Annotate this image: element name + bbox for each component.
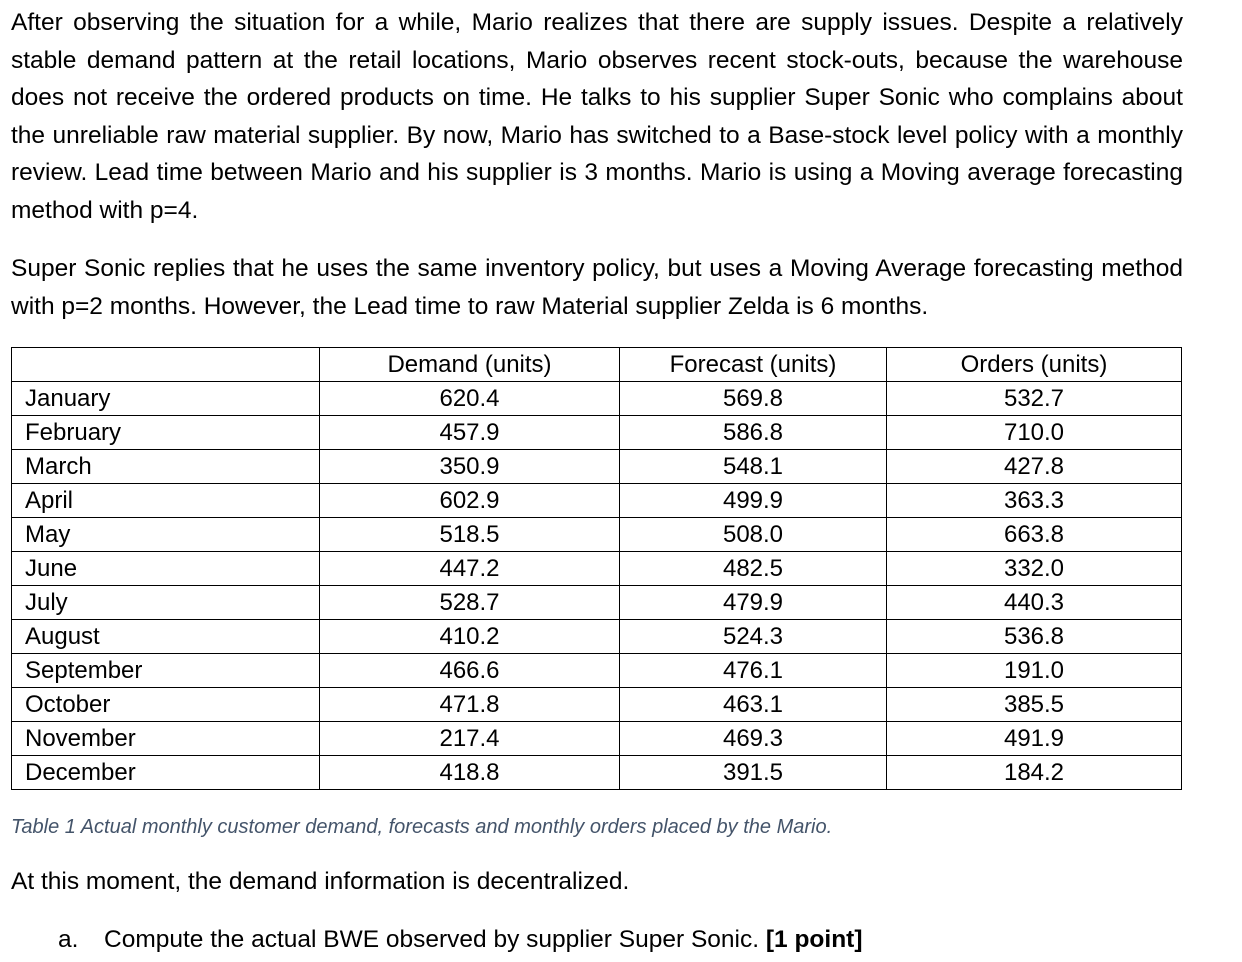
header-month xyxy=(12,348,320,382)
table-row xyxy=(12,756,1182,790)
month-cell: October xyxy=(12,688,320,722)
question-a xyxy=(58,926,862,954)
demand-cell: 620.4 xyxy=(320,382,620,416)
orders-cell: 184.2 xyxy=(887,756,1182,790)
month-cell: May xyxy=(12,518,320,552)
forecast-cell: 524.3 xyxy=(620,620,887,654)
month-cell: February xyxy=(12,416,320,450)
table-row xyxy=(12,688,1182,722)
forecast-cell: 586.8 xyxy=(620,416,887,450)
question-letter: a. xyxy=(58,926,79,953)
table-row xyxy=(12,722,1182,756)
demand-cell: 466.6 xyxy=(320,654,620,688)
table-row xyxy=(12,416,1182,450)
month-cell: January xyxy=(12,382,320,416)
month-cell: June xyxy=(12,552,320,586)
orders-cell: 536.8 xyxy=(887,620,1182,654)
orders-cell: 440.3 xyxy=(887,586,1182,620)
table-row xyxy=(12,654,1182,688)
supplier-paragraph: Super Sonic replies that he uses the same inventory policy, but uses a Moving Average forecasting method with p=2 months. However, the Lead time to raw Material supplier Zelda is 6 months. xyxy=(11,255,1183,320)
month-cell: April xyxy=(12,484,320,518)
demand-cell: 528.7 xyxy=(320,586,620,620)
intro-paragraph: After observing the situation for a while, Mario realizes that there are supply issues. Despite a relatively stable demand pattern at the retail locations, Mario observes recent stock-outs, because the warehouse does not receive the ordered products on time. He talks to his supplier Super Sonic who complains about the unreliable raw material supplier. By now, Mario has switched to a Base-stock level policy with a monthly review. Lead time between Mario and his supplier is 3 months. Mario is using a Moving average forecasting method with p=4. xyxy=(11,9,1183,224)
orders-cell: 663.8 xyxy=(887,518,1182,552)
orders-cell: 491.9 xyxy=(887,722,1182,756)
demand-cell: 602.9 xyxy=(320,484,620,518)
forecast-cell: 469.3 xyxy=(620,722,887,756)
question-text: Compute the actual BWE observed by supplier Super Sonic. xyxy=(104,926,766,953)
orders-cell: 532.7 xyxy=(887,382,1182,416)
demand-cell: 350.9 xyxy=(320,450,620,484)
question-points: [1 point] xyxy=(765,926,863,953)
forecast-cell: 499.9 xyxy=(620,484,887,518)
table-row xyxy=(12,586,1182,620)
demand-table xyxy=(11,347,1182,790)
header-orders: Orders (units) xyxy=(887,348,1182,382)
orders-cell: 363.3 xyxy=(887,484,1182,518)
table-row xyxy=(12,382,1182,416)
month-cell: August xyxy=(12,620,320,654)
demand-cell: 447.2 xyxy=(320,552,620,586)
demand-cell: 457.9 xyxy=(320,416,620,450)
orders-cell: 191.0 xyxy=(887,654,1182,688)
table-caption: Table 1 Actual monthly customer demand, forecasts and monthly orders placed by the Mario. xyxy=(11,816,833,838)
orders-cell: 427.8 xyxy=(887,450,1182,484)
demand-cell: 518.5 xyxy=(320,518,620,552)
orders-cell: 710.0 xyxy=(887,416,1182,450)
demand-cell: 471.8 xyxy=(320,688,620,722)
orders-cell: 385.5 xyxy=(887,688,1182,722)
forecast-cell: 508.0 xyxy=(620,518,887,552)
orders-cell: 332.0 xyxy=(887,552,1182,586)
forecast-cell: 569.8 xyxy=(620,382,887,416)
forecast-cell: 482.5 xyxy=(620,552,887,586)
forecast-cell: 479.9 xyxy=(620,586,887,620)
month-cell: December xyxy=(12,756,320,790)
forecast-cell: 476.1 xyxy=(620,654,887,688)
month-cell: July xyxy=(12,586,320,620)
month-cell: March xyxy=(12,450,320,484)
table-row xyxy=(12,450,1182,484)
forecast-cell: 391.5 xyxy=(620,756,887,790)
table-row xyxy=(12,620,1182,654)
demand-cell: 217.4 xyxy=(320,722,620,756)
header-demand: Demand (units) xyxy=(320,348,620,382)
table-row xyxy=(12,484,1182,518)
demand-cell: 410.2 xyxy=(320,620,620,654)
month-cell: November xyxy=(12,722,320,756)
forecast-cell: 548.1 xyxy=(620,450,887,484)
demand-cell: 418.8 xyxy=(320,756,620,790)
table-row xyxy=(12,518,1182,552)
table-row xyxy=(12,552,1182,586)
forecast-cell: 463.1 xyxy=(620,688,887,722)
header-forecast: Forecast (units) xyxy=(620,348,887,382)
table-header-row xyxy=(12,348,1182,382)
decentralized-statement: At this moment, the demand information is decentralized. xyxy=(11,868,630,895)
month-cell: September xyxy=(12,654,320,688)
